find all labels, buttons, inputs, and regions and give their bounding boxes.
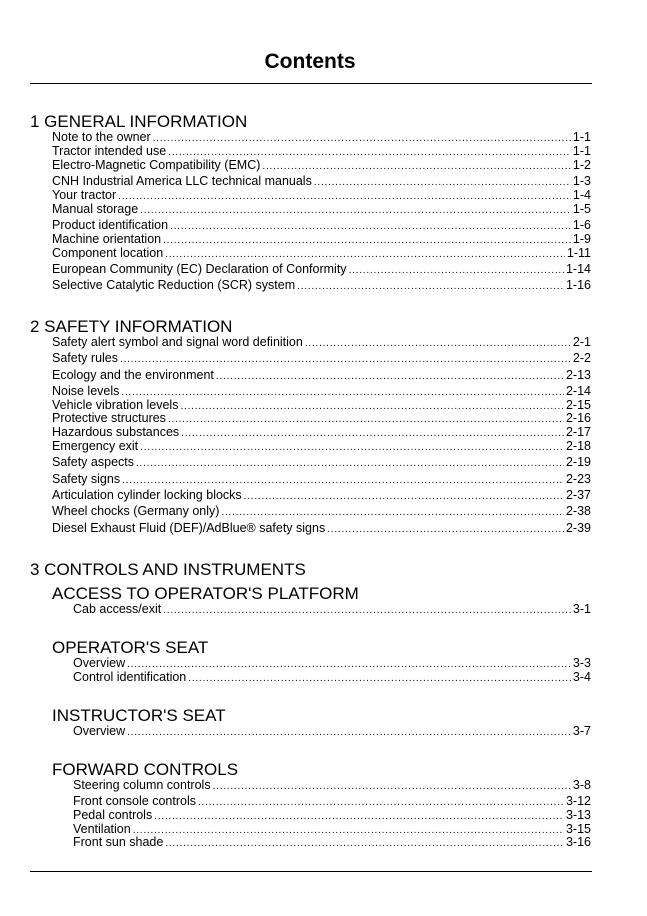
toc-entry[interactable]: Pedal controls . . . 3-13 bbox=[73, 808, 591, 824]
toc-entry[interactable]: Hazardous substances . . . 2-17 bbox=[52, 425, 591, 441]
subsection-heading: ACCESS TO OPERATOR'S PLATFORM bbox=[52, 584, 359, 603]
subsection-heading: OPERATOR'S SEAT bbox=[52, 638, 209, 657]
toc-entry[interactable]: Ventilation . . . 3-15 bbox=[73, 822, 591, 838]
page-number: 1-9 bbox=[572, 232, 591, 246]
section-heading-3: 3 CONTROLS AND INSTRUMENTS bbox=[30, 560, 306, 579]
page-number: 3-7 bbox=[572, 724, 591, 738]
page-number: 1-1 bbox=[572, 130, 591, 144]
page-number: 2-19 bbox=[565, 455, 591, 469]
page-number: 1-14 bbox=[565, 262, 591, 276]
page-number: 2-17 bbox=[565, 425, 591, 439]
toc-entry[interactable]: European Community (EC) Declaration of Conformity . . . 1-14 bbox=[52, 262, 591, 278]
page-number: 1-11 bbox=[566, 246, 591, 260]
toc-entry[interactable]: Noise levels . . . 2-14 bbox=[52, 384, 591, 400]
toc-entry[interactable]: Vehicle vibration levels . . . 2-15 bbox=[52, 398, 591, 414]
page-number: 3-1 bbox=[572, 602, 591, 616]
page-number: 2-2 bbox=[572, 351, 591, 365]
page-number: 1-4 bbox=[572, 188, 591, 202]
toc-entry[interactable]: Product identification . . . 1-6 bbox=[52, 218, 591, 234]
toc-entry[interactable]: Machine orientation . . . 1-9 bbox=[52, 232, 591, 248]
toc-entry[interactable]: Protective structures . . . 2-16 bbox=[52, 411, 591, 427]
page-number: 2-38 bbox=[565, 504, 591, 518]
toc-entry[interactable]: Steering column controls . . . 3-8 bbox=[73, 778, 591, 794]
page-number: 2-23 bbox=[565, 472, 591, 486]
toc-entry[interactable]: Manual storage . . . 1-5 bbox=[52, 202, 591, 218]
toc-entry[interactable]: Wheel chocks (Germany only) . . . 2-38 bbox=[52, 504, 591, 520]
toc-entry[interactable]: Your tractor . . . 1-4 bbox=[52, 188, 591, 204]
page-number: 2-37 bbox=[565, 488, 591, 502]
page-number: 2-13 bbox=[565, 368, 591, 382]
toc-entry[interactable]: Safety rules . . . 2-2 bbox=[52, 351, 591, 367]
page-number: 3-3 bbox=[572, 656, 591, 670]
page-number: 3-16 bbox=[565, 835, 591, 849]
toc-entry[interactable]: Front console controls . . . 3-12 bbox=[73, 794, 591, 810]
page-number: 1-1 bbox=[572, 144, 591, 158]
page-number: 3-8 bbox=[572, 778, 591, 792]
page-number: 3-4 bbox=[572, 670, 591, 684]
toc-entry[interactable]: Control identification . . . 3-4 bbox=[73, 670, 591, 686]
page-number: 3-13 bbox=[565, 808, 591, 822]
toc-entry[interactable]: Safety alert symbol and signal word definition . . . 2-1 bbox=[52, 335, 591, 351]
page-number: 2-16 bbox=[565, 411, 591, 425]
toc-entry[interactable]: Selective Catalytic Reduction (SCR) system . . . 1-16 bbox=[52, 278, 591, 294]
subsection-heading: FORWARD CONTROLS bbox=[52, 760, 239, 779]
page-number: 1-6 bbox=[572, 218, 591, 232]
section-heading-1: 1 GENERAL INFORMATION bbox=[30, 112, 248, 131]
toc-entry[interactable]: Component location . . . 1-11 bbox=[52, 246, 591, 262]
bottom-rule bbox=[30, 871, 592, 872]
page-number: 2-14 bbox=[565, 384, 591, 398]
page-number: 2-15 bbox=[565, 398, 591, 412]
toc-entry[interactable]: Tractor intended use . . . 1-1 bbox=[52, 144, 591, 160]
page-number: 2-39 bbox=[565, 521, 591, 535]
toc-entry[interactable]: Front sun shade . . . 3-16 bbox=[73, 835, 591, 851]
toc-entry[interactable]: Overview . . . 3-3 bbox=[73, 656, 591, 672]
toc-entry[interactable]: Ecology and the environment . . . 2-13 bbox=[52, 368, 591, 384]
toc-entry[interactable]: Articulation cylinder locking blocks . . . 2-37 bbox=[52, 488, 591, 504]
toc-entry[interactable]: Overview . . . 3-7 bbox=[73, 724, 591, 740]
page-number: 1-16 bbox=[565, 278, 591, 292]
section-heading-2: 2 SAFETY INFORMATION bbox=[30, 317, 233, 336]
toc-entry[interactable]: Safety signs . . . 2-23 bbox=[52, 472, 591, 488]
page-title: Contents bbox=[264, 50, 356, 73]
page-number: 3-15 bbox=[565, 822, 591, 836]
page-number: 1-5 bbox=[572, 202, 591, 216]
page-number: 3-12 bbox=[565, 794, 591, 808]
toc-entry[interactable]: Cab access/exit . . . 3-1 bbox=[73, 602, 591, 618]
toc-entry[interactable]: Emergency exit . . . 2-18 bbox=[52, 439, 591, 455]
page-number: 1-2 bbox=[572, 158, 591, 172]
toc-entry[interactable]: CNH Industrial America LLC technical manuals . . . 1-3 bbox=[52, 174, 591, 190]
page-number: 1-3 bbox=[572, 174, 591, 188]
toc-entry[interactable]: Diesel Exhaust Fluid (DEF)/AdBlue® safety signs . . . 2-39 bbox=[52, 521, 591, 537]
toc-entry[interactable]: Electro-Magnetic Compatibility (EMC) . . . 1-2 bbox=[52, 158, 591, 174]
page-number: 2-1 bbox=[572, 335, 591, 349]
toc-entry[interactable]: Note to the owner . . . 1-1 bbox=[52, 130, 591, 146]
top-rule bbox=[30, 83, 592, 84]
page-number: 2-18 bbox=[565, 439, 591, 453]
subsection-heading: INSTRUCTOR'S SEAT bbox=[52, 706, 226, 725]
toc-entry[interactable]: Safety aspects . . . 2-19 bbox=[52, 455, 591, 471]
